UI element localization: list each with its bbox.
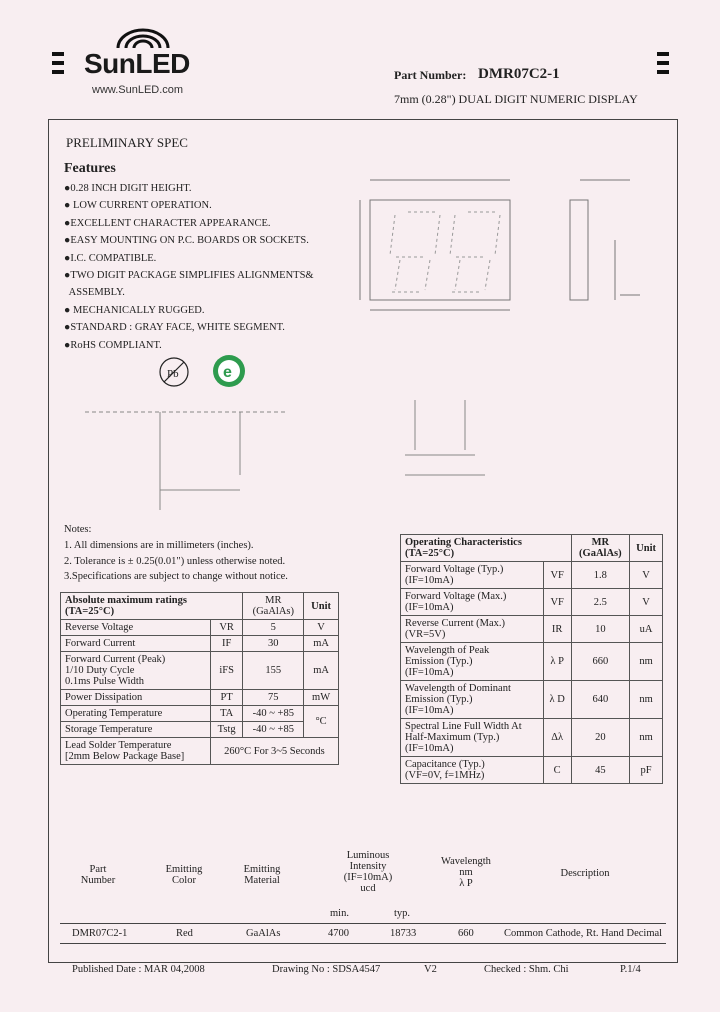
table-row <box>401 643 663 681</box>
param-cell: Spectral Line Full Width At Half-Maximum (Typ.) (IF=10mA) <box>401 719 544 757</box>
selection-header: Wavelength nm λ P <box>441 856 491 889</box>
table-row <box>401 589 663 616</box>
note-item: 3.Specifications are subject to change without notice. <box>64 571 288 582</box>
symbol-cell: C <box>543 757 571 784</box>
selection-header: Emitting Color <box>165 864 203 886</box>
selection-bottom-line <box>60 943 666 944</box>
table-row <box>401 562 663 589</box>
feature-item: ●0.28 INCH DIGIT HEIGHT. <box>64 183 192 194</box>
e-text: e <box>223 364 232 381</box>
abs-table-header <box>61 593 339 620</box>
table-row <box>401 757 663 784</box>
param-cell: Wavelength of Dominant Emission (Typ.) (IF=10mA) <box>401 681 544 719</box>
table-row <box>61 690 339 706</box>
param-cell: Reverse Current (Max.) (VR=5V) <box>401 616 544 643</box>
feature-item: ● LOW CURRENT OPERATION. <box>64 200 212 212</box>
value-cell: 260°C For 3~5 Seconds <box>210 738 338 765</box>
unit-cell: mA <box>304 636 339 652</box>
value-cell: 45 <box>571 757 630 784</box>
table-row <box>61 706 339 722</box>
website-url[interactable]: www.SunLED.com <box>92 84 184 96</box>
value-cell: 20 <box>571 719 630 757</box>
value-cell: -40 ~ +85 <box>243 706 304 722</box>
value-cell: 155 <box>243 652 304 690</box>
symbol-cell: Tstg <box>210 722 242 738</box>
abs-header-unit: Unit <box>304 593 339 620</box>
param-cell: Wavelength of Peak Emission (Typ.) (IF=10mA) <box>401 643 544 681</box>
note-item: 1. All dimensions are in millimeters (inches). <box>64 540 254 551</box>
pb-text: Pb <box>167 368 179 380</box>
part-number-label: Part Number: <box>394 68 467 82</box>
feature-item: ●EXCELLENT CHARACTER APPEARANCE. <box>64 217 271 229</box>
selection-cell: Red <box>176 928 193 939</box>
value-cell: 30 <box>243 636 304 652</box>
symbol-cell: VF <box>543 589 571 616</box>
published-date: Published Date : MAR 04,2008 <box>72 964 205 975</box>
side-view-drawing <box>400 395 510 490</box>
intensity-typ-label: typ. <box>394 908 411 919</box>
feature-item: ●TWO DIGIT PACKAGE SIMPLIFIES ALIGNMENTS& <box>64 270 314 281</box>
symbol-cell: IF <box>210 636 242 652</box>
note-item: 2. Tolerance is ± 0.25(0.01") unless otherwise noted. <box>64 555 286 567</box>
selection-cell: 18733 <box>390 928 417 939</box>
logo-text: SunLED <box>84 48 190 79</box>
table-row <box>401 681 663 719</box>
value-cell: 640 <box>571 681 630 719</box>
param-cell: Forward Voltage (Typ.) (IF=10mA) <box>401 562 544 589</box>
symbol-cell: λ D <box>543 681 571 719</box>
selection-divider <box>60 923 666 924</box>
unit-cell: uA <box>630 616 663 643</box>
param-cell: Capacitance (Typ.) (VF=0V, f=1MHz) <box>401 757 544 784</box>
selection-cell: DMR07C2-1 <box>72 928 128 939</box>
package-outline-drawing <box>330 160 670 350</box>
pb-free-icon <box>158 356 190 388</box>
version: V2 <box>424 964 437 975</box>
feature-item: ASSEMBLY. <box>64 287 125 299</box>
internal-circuit-diagram <box>80 390 300 520</box>
unit-cell: nm <box>630 643 663 681</box>
rohs-e-icon <box>210 352 248 390</box>
unit-cell: nm <box>630 681 663 719</box>
table-row <box>61 652 339 690</box>
param-cell: Lead Solder Temperature [2mm Below Package Base] <box>61 738 211 765</box>
unit-cell: pF <box>630 757 663 784</box>
op-header-unit: Unit <box>630 535 663 562</box>
right-bar-marks <box>657 52 669 79</box>
symbol-cell: VF <box>543 562 571 589</box>
feature-item: ●RoHS COMPLIANT. <box>64 339 162 351</box>
param-cell: Power Dissipation <box>61 690 211 706</box>
symbol-cell: Δλ <box>543 719 571 757</box>
table-row <box>61 722 339 738</box>
value-cell: 2.5 <box>571 589 630 616</box>
page-number: P.1/4 <box>620 964 641 975</box>
table-row <box>61 636 339 652</box>
selection-header: Part Number <box>80 864 116 886</box>
param-cell: Forward Voltage (Max.) (IF=10mA) <box>401 589 544 616</box>
value-cell: -40 ~ +85 <box>243 722 304 738</box>
unit-cell: mA <box>304 652 339 690</box>
param-cell: Reverse Voltage <box>61 620 211 636</box>
symbol-cell: VR <box>210 620 242 636</box>
intensity-min-label: min. <box>330 908 349 919</box>
product-subtitle: 7mm (0.28") DUAL DIGIT NUMERIC DISPLAY <box>394 92 638 106</box>
part-number-value: DMR07C2-1 <box>478 66 560 82</box>
selection-header: Description <box>560 868 610 879</box>
features-title: Features <box>64 161 116 176</box>
param-cell: Storage Temperature <box>61 722 211 738</box>
unit-cell: nm <box>630 719 663 757</box>
absolute-max-ratings-table <box>60 592 339 765</box>
table-row <box>61 620 339 636</box>
abs-header-mr: MR (GaAlAs) <box>243 593 304 620</box>
drawing-number: Drawing No : SDSA4547 <box>272 964 381 975</box>
table-row <box>401 719 663 757</box>
selection-cell: GaAlAs <box>246 928 281 939</box>
symbol-cell: iFS <box>210 652 242 690</box>
checked-by: Checked : Shm. Chi <box>484 964 569 975</box>
value-cell: 75 <box>243 690 304 706</box>
table-row <box>61 738 339 765</box>
unit-cell: V <box>630 589 663 616</box>
op-header-label: Operating Characteristics (TA=25°C) <box>401 535 572 562</box>
unit-cell: V <box>630 562 663 589</box>
selection-cell: 660 <box>458 928 474 939</box>
selection-header: Emitting Material <box>243 864 281 886</box>
feature-item: ● MECHANICALLY RUGGED. <box>64 304 205 316</box>
selection-cell: 4700 <box>328 928 349 939</box>
logo-sun-arcs-icon <box>108 28 178 50</box>
param-cell: Forward Current (Peak) 1/10 Duty Cycle 0.1ms Pulse Width <box>61 652 211 690</box>
selection-header: Luminous Intensity (IF=10mA) ucd <box>343 850 393 894</box>
feature-item: ●STANDARD : GRAY FACE, WHITE SEGMENT. <box>64 322 285 334</box>
feature-item: ●EASY MOUNTING ON P.C. BOARDS OR SOCKETS. <box>64 235 309 247</box>
value-cell: 10 <box>571 616 630 643</box>
feature-item: ●I.C. COMPATIBLE. <box>64 252 157 264</box>
value-cell: 1.8 <box>571 562 630 589</box>
unit-cell: °C <box>304 706 339 738</box>
selection-cell: Common Cathode, Rt. Hand Decimal <box>504 928 663 939</box>
op-table-header <box>401 535 663 562</box>
param-cell: Forward Current <box>61 636 211 652</box>
symbol-cell: TA <box>210 706 242 722</box>
value-cell: 660 <box>571 643 630 681</box>
param-cell: Operating Temperature <box>61 706 211 722</box>
op-header-mr: MR (GaAlAs) <box>571 535 630 562</box>
abs-header-label: Absolute maximum ratings (TA=25°C) <box>61 593 243 620</box>
symbol-cell: IR <box>543 616 571 643</box>
notes-title: Notes: <box>64 524 92 535</box>
left-bar-marks <box>52 52 64 79</box>
spec-label: PRELIMINARY SPEC <box>66 135 188 150</box>
operating-characteristics-table <box>400 534 663 784</box>
table-row <box>401 616 663 643</box>
unit-cell: V <box>304 620 339 636</box>
symbol-cell: PT <box>210 690 242 706</box>
unit-cell: mW <box>304 690 339 706</box>
value-cell: 5 <box>243 620 304 636</box>
symbol-cell: λ P <box>543 643 571 681</box>
